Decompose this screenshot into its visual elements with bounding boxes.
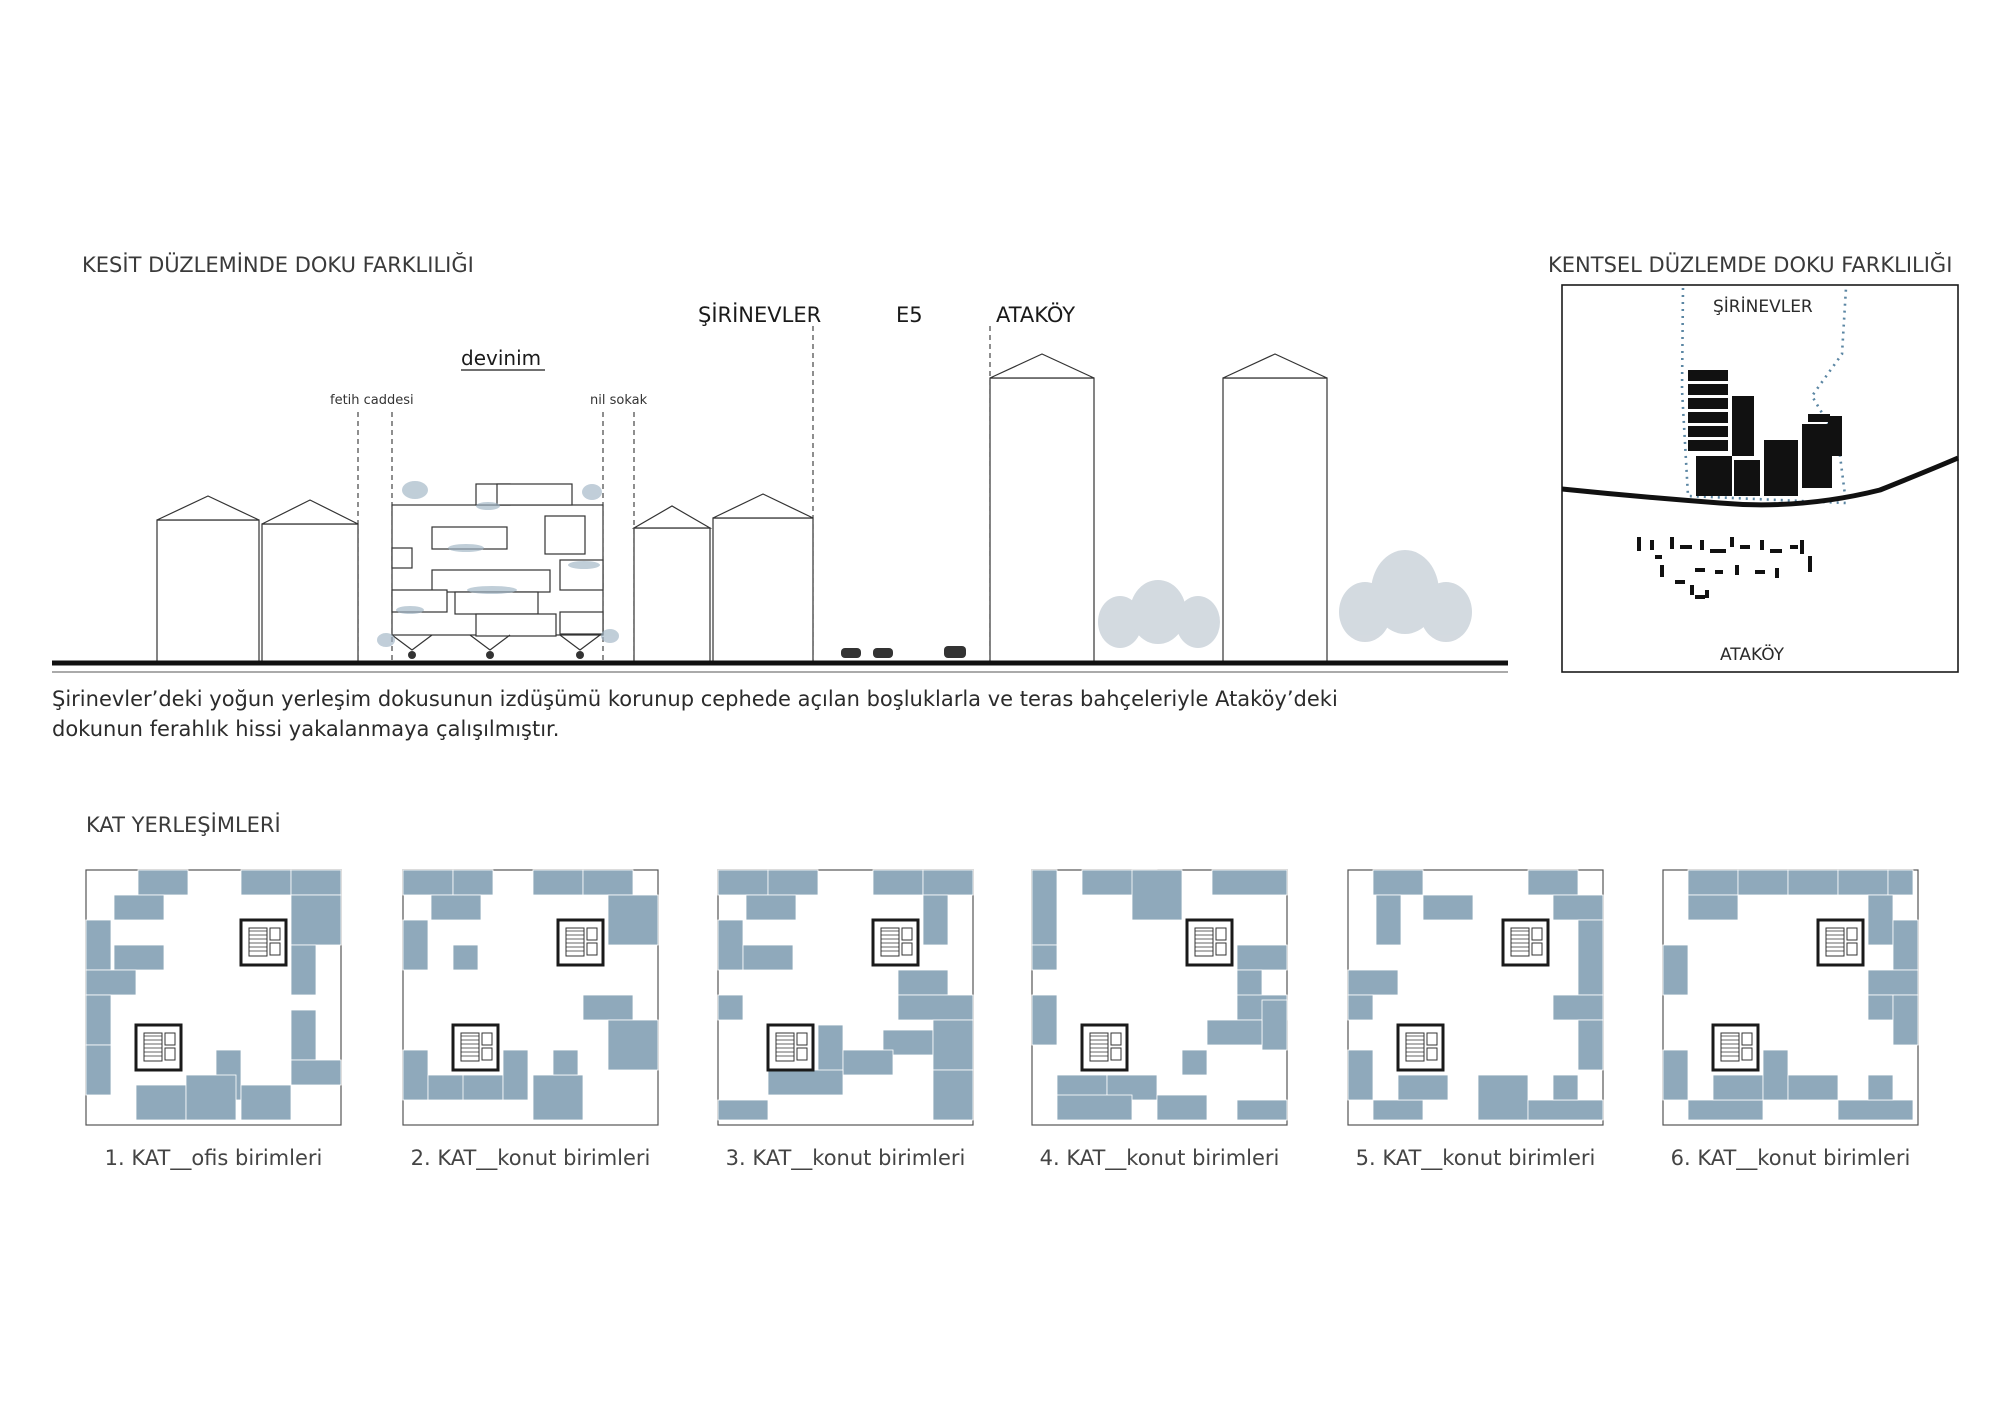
residential-unit: [1688, 895, 1738, 920]
residential-unit: [1348, 970, 1398, 995]
residential-unit: [1888, 870, 1913, 895]
floors-title: KAT YERLEŞİMLERİ: [86, 813, 281, 837]
residential-unit: [291, 895, 341, 945]
circulation-core: [768, 1025, 813, 1070]
devinim-building: [377, 481, 619, 659]
residential-unit: [843, 1050, 893, 1075]
residential-unit: [431, 895, 481, 920]
residential-unit: [1237, 945, 1287, 970]
zone-label-e5: E5: [896, 303, 923, 327]
residential-unit: [1398, 1075, 1448, 1100]
residential-unit: [136, 1085, 186, 1120]
residential-unit: [1688, 870, 1738, 895]
floor-plan-4: [1032, 870, 1287, 1171]
residential-unit: [1578, 1020, 1603, 1070]
residential-unit: [503, 1050, 528, 1100]
urban-label-sirinevler: ŞİRİNEVLER: [1713, 297, 1813, 317]
residential-unit: [114, 945, 164, 970]
residential-unit: [403, 870, 453, 895]
description-line-2: dokunun ferahlık hissi yakalanmaya çalışılmıştır.: [52, 717, 560, 741]
residential-unit: [1868, 970, 1918, 995]
residential-unit: [583, 995, 633, 1020]
fetih-caddesi-label: fetih caddesi: [330, 393, 414, 408]
residential-unit: [923, 870, 973, 895]
residential-unit: [86, 1045, 111, 1095]
floor-caption-6: 6. KAT__konut birimleri: [1670, 1146, 1911, 1170]
residential-unit: [768, 1070, 843, 1095]
residential-unit: [1032, 945, 1057, 970]
floor-plans: [86, 870, 1918, 1171]
residential-unit: [1868, 1075, 1893, 1100]
residential-unit: [1893, 995, 1918, 1045]
residential-unit: [86, 970, 136, 995]
floor-plan-1: [86, 870, 341, 1171]
residential-unit: [463, 1075, 503, 1100]
residential-unit: [718, 920, 743, 970]
residential-unit: [138, 870, 188, 895]
residential-unit: [743, 945, 793, 970]
residential-unit: [933, 1020, 973, 1070]
residential-unit: [1663, 945, 1688, 995]
floor-caption-3: 3. KAT__konut birimleri: [725, 1146, 966, 1170]
circulation-core: [1503, 920, 1548, 965]
residential-unit: [1763, 1050, 1788, 1100]
residential-unit: [1868, 895, 1893, 945]
residential-unit: [1528, 870, 1578, 895]
urban-title: KENTSEL DÜZLEMDE DOKU FARKLILIĞI: [1548, 253, 1953, 277]
residential-unit: [1553, 1075, 1578, 1100]
residential-unit: [533, 1075, 583, 1120]
residential-unit: [1838, 1100, 1913, 1120]
residential-unit: [1237, 1100, 1287, 1120]
residential-unit: [241, 870, 291, 895]
residential-unit: [1262, 1000, 1287, 1050]
residential-unit: [1157, 1095, 1207, 1120]
cars: [841, 646, 966, 658]
residential-unit: [718, 870, 768, 895]
floor-plan-2: [403, 870, 658, 1171]
residential-unit: [1182, 1050, 1207, 1075]
residential-unit: [1032, 995, 1057, 1045]
residential-unit: [608, 895, 658, 945]
circulation-core: [873, 920, 918, 965]
residential-unit: [1423, 895, 1473, 920]
zone-label-sirinevler: ŞİRİNEVLER: [698, 303, 822, 327]
residential-unit: [718, 995, 743, 1020]
section-title: KESİT DÜZLEMİNDE DOKU FARKLILIĞI: [82, 253, 474, 277]
residential-unit: [1373, 1100, 1423, 1120]
residential-unit: [1207, 1020, 1262, 1045]
residential-unit: [403, 1050, 428, 1100]
residential-unit: [898, 995, 973, 1020]
circulation-core: [453, 1025, 498, 1070]
residential-unit: [533, 870, 583, 895]
residential-unit: [1528, 1100, 1603, 1120]
residential-unit: [1893, 920, 1918, 970]
residential-unit: [1553, 895, 1603, 920]
floor-caption-2: 2. KAT__konut birimleri: [410, 1146, 651, 1170]
residential-unit: [241, 1085, 291, 1120]
residential-unit: [1788, 870, 1838, 895]
residential-unit: [291, 1060, 341, 1085]
residential-unit: [114, 895, 164, 920]
urban-map: [1562, 285, 1958, 672]
residential-unit: [1553, 995, 1603, 1020]
residential-unit: [1348, 1050, 1373, 1100]
residential-unit: [1738, 870, 1788, 895]
floor-plan-5: [1348, 870, 1603, 1171]
residential-unit: [1032, 870, 1057, 945]
floor-caption-5: 5. KAT__konut birimleri: [1355, 1146, 1596, 1170]
residential-unit: [453, 870, 493, 895]
circulation-core: [1187, 920, 1232, 965]
residential-unit: [1688, 1100, 1763, 1120]
residential-unit: [1868, 995, 1893, 1020]
circulation-core: [136, 1025, 181, 1070]
description-line-1: Şirinevler’deki yoğun yerleşim dokusunun izdüşümü korunup cephede açılan boşluklarla ve teras bahçeleriyle Ataköy’deki: [52, 687, 1338, 711]
residential-unit: [1788, 1075, 1838, 1100]
residential-unit: [553, 1050, 578, 1075]
residential-unit: [1578, 920, 1603, 995]
residential-unit: [1663, 1050, 1688, 1100]
residential-unit: [608, 1020, 658, 1070]
residential-unit: [768, 870, 818, 895]
residential-unit: [873, 870, 923, 895]
residential-unit: [746, 895, 796, 920]
circulation-core: [241, 920, 286, 965]
floor-caption-4: 4. KAT__konut birimleri: [1039, 1146, 1280, 1170]
residential-unit: [291, 945, 316, 995]
residential-unit: [1057, 1095, 1132, 1120]
residential-unit: [583, 870, 633, 895]
residential-unit: [1838, 870, 1888, 895]
zone-label-atakoy: ATAKÖY: [996, 303, 1076, 327]
residential-unit: [1212, 870, 1287, 895]
residential-unit: [1348, 995, 1373, 1020]
residential-unit: [86, 995, 111, 1045]
residential-unit: [923, 895, 948, 945]
circulation-core: [1082, 1025, 1127, 1070]
residential-unit: [291, 870, 341, 895]
residential-unit: [403, 920, 428, 970]
circulation-core: [558, 920, 603, 965]
circulation-core: [1713, 1025, 1758, 1070]
devinim-label: devinim: [461, 346, 542, 370]
urban-label-atakoy: ATAKÖY: [1720, 645, 1785, 665]
circulation-core: [1398, 1025, 1443, 1070]
residential-unit: [718, 1100, 768, 1120]
residential-unit: [1478, 1075, 1528, 1120]
nil-sokak-label: nil sokak: [590, 393, 648, 408]
circulation-core: [1818, 920, 1863, 965]
residential-unit: [898, 970, 948, 995]
residential-unit: [186, 1075, 236, 1120]
residential-unit: [1376, 895, 1401, 945]
residential-unit: [1713, 1075, 1763, 1100]
residential-unit: [86, 920, 111, 970]
residential-unit: [453, 945, 478, 970]
floor-plan-3: [718, 870, 973, 1171]
residential-unit: [933, 1070, 973, 1120]
residential-unit: [1132, 870, 1182, 920]
floor-plan-6: [1663, 870, 1918, 1171]
residential-unit: [1373, 870, 1423, 895]
residential-unit: [818, 1025, 843, 1075]
floor-caption-1: 1. KAT__ofis birimleri: [104, 1146, 323, 1170]
residential-unit: [291, 1010, 316, 1060]
